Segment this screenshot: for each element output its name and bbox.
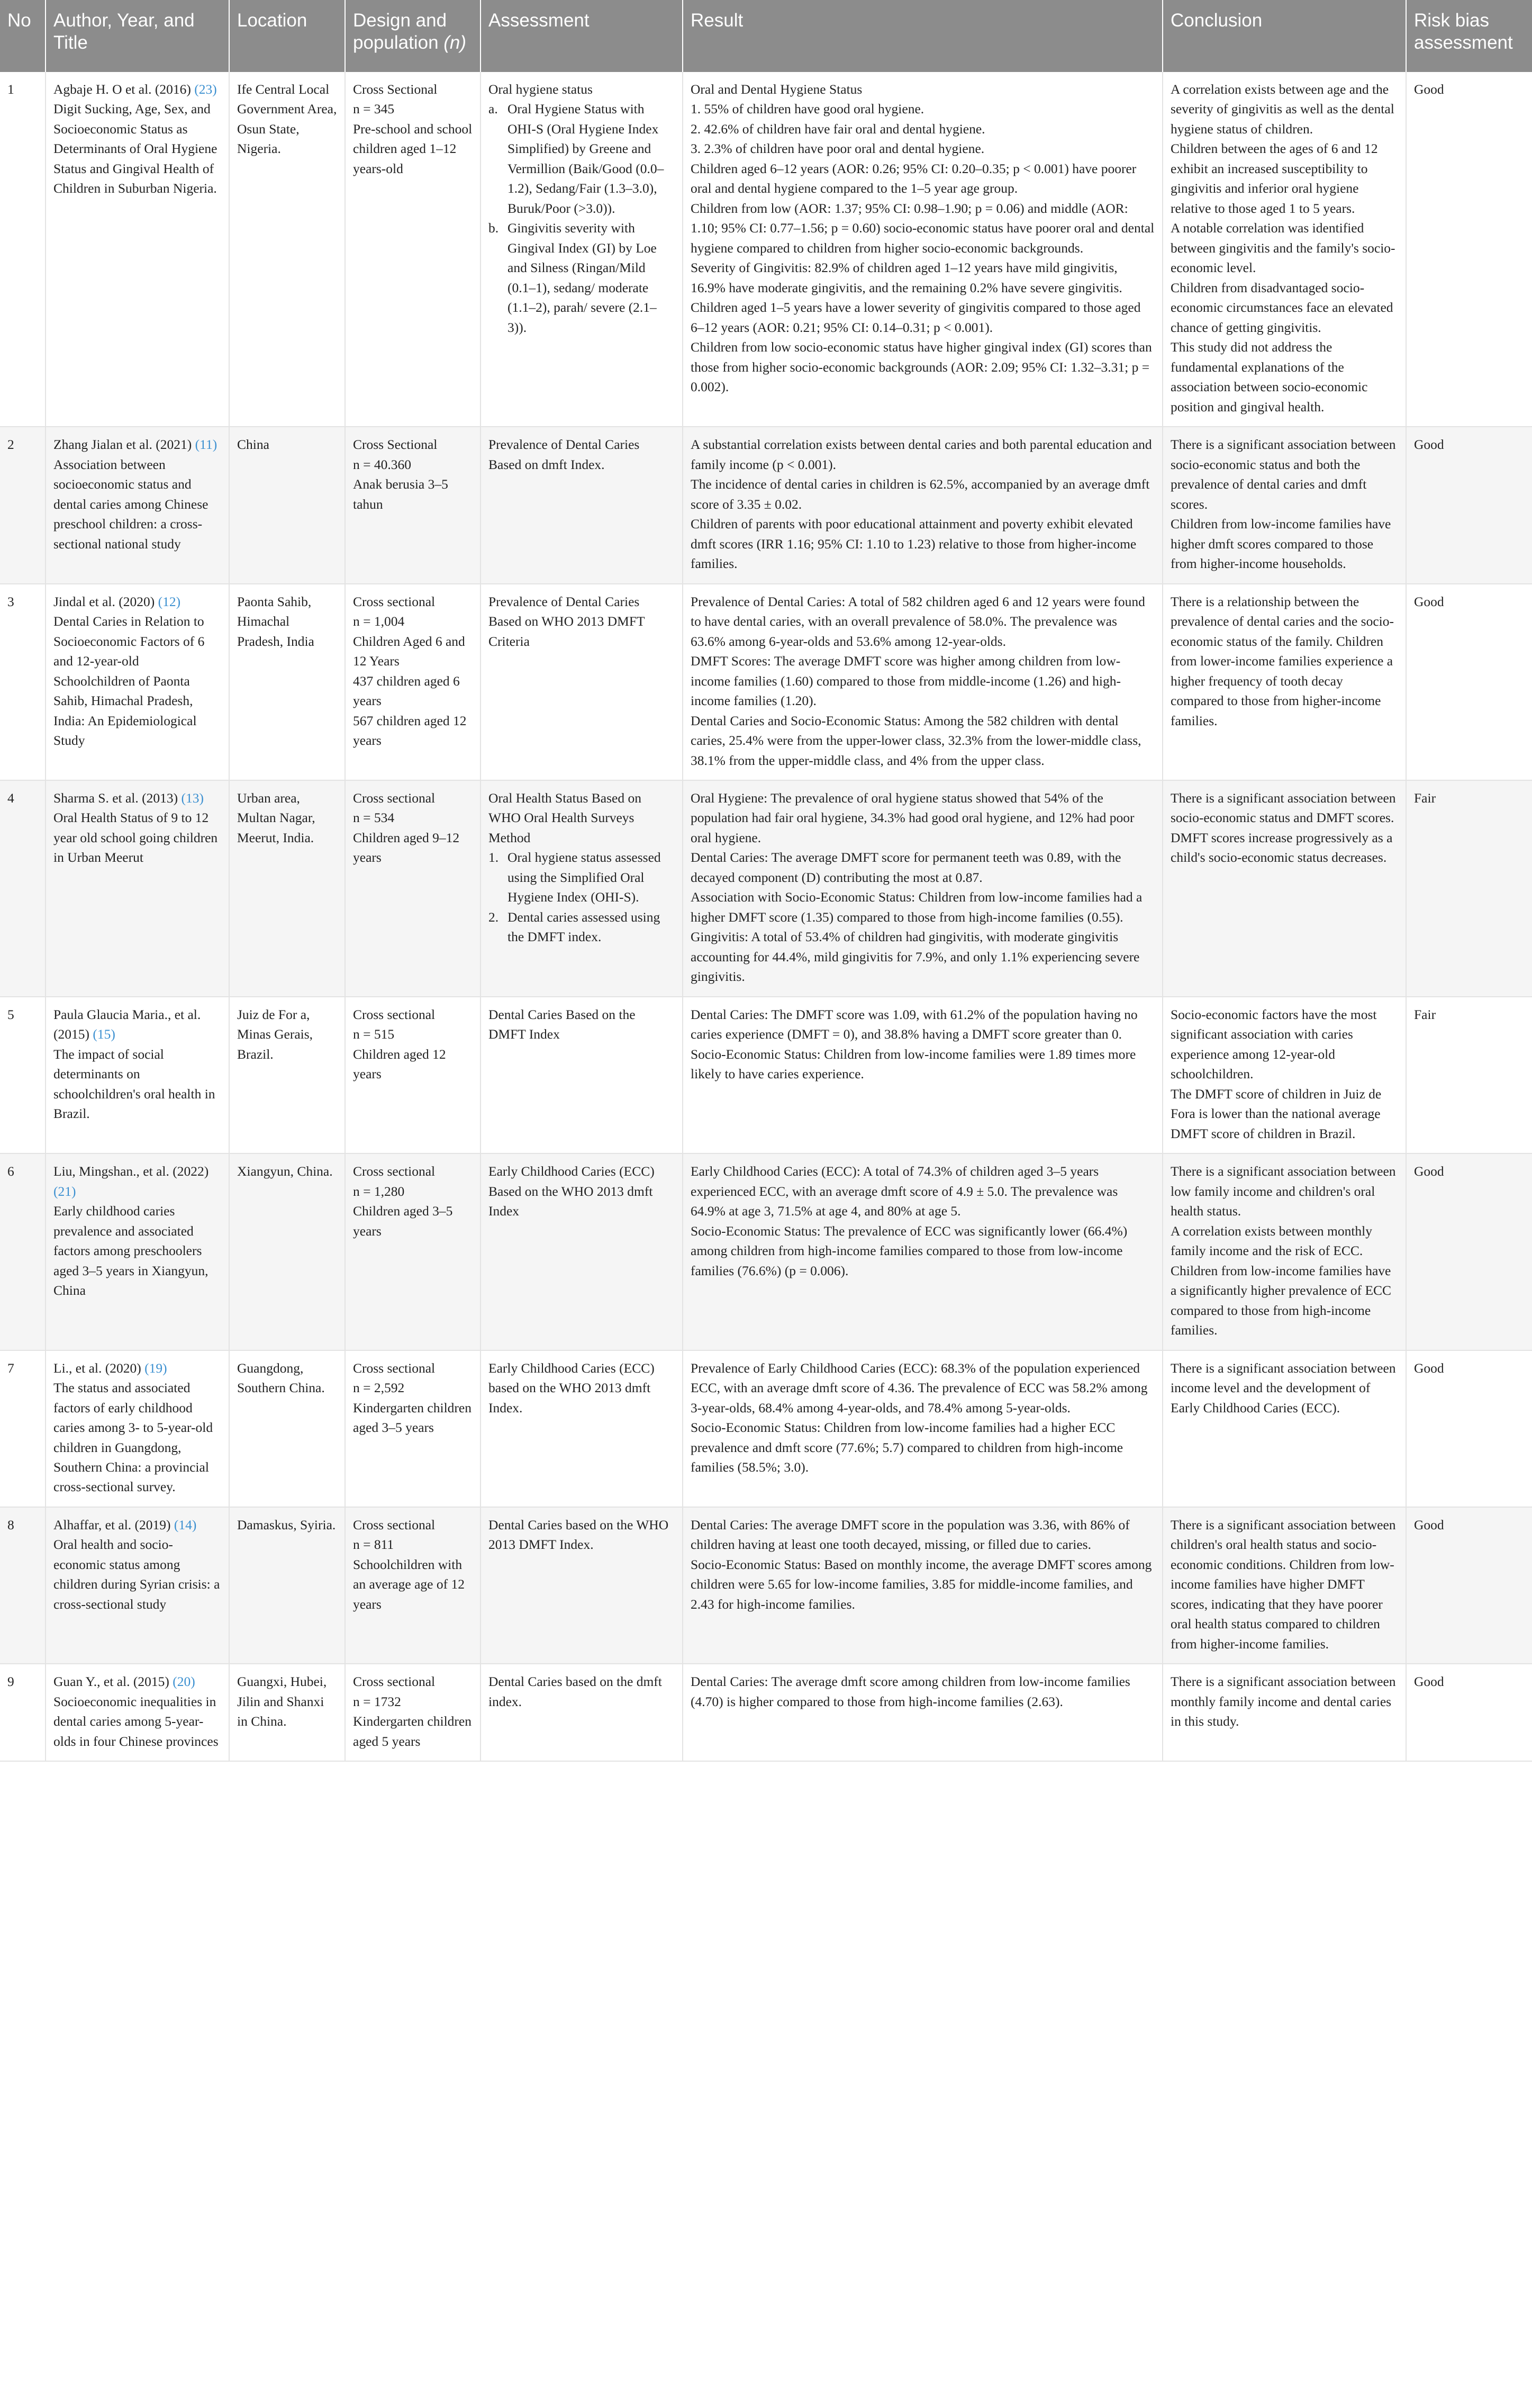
header-no: No [0,0,46,72]
table-row [0,997,1532,1153]
result-line: Oral Hygiene: The prevalence of oral hygiene status showed that 54% of the population had fair oral hygiene, 34.3% had good oral hygiene, and 12% had poor oral hygiene. [691,790,1135,845]
assessment-cell [481,584,683,780]
conclusion-cell [1163,780,1406,997]
risk-bias-cell: Good [1406,584,1532,780]
assessment-item-marker: b. [488,220,499,236]
conclusion-cell [1163,997,1406,1153]
table-row [0,1350,1532,1507]
result-line: Oral and Dental Hygiene Status [691,82,863,97]
assessment-heading: Dental Caries based on the WHO 2013 DMFT Index. [488,1517,669,1553]
author-name: Agbaje H. O et al. (2016) [53,82,195,97]
result-line: Children of parents with poor educational attainment and poverty exhibit elevated dmft scores (IRR 1.16; 95% CI: 1.10 to 1.23) relative to those from higher-income families. [691,516,1137,572]
result-line: Association with Socio-Economic Status: Children from low-income families had a higher DMFT score (1.35) compared to those from high-income families (0.55). [691,889,1143,925]
author-name: Sharma S. et al. (2013) [53,790,182,806]
author-cell [46,427,229,583]
conclusion-line: The DMFT score of children in Juiz de Fora is lower than the national average DMFT score of children in Brazil. [1171,1086,1382,1141]
result-cell [683,584,1163,780]
conclusion-line: DMFT scores increase progressively as a child's socio-economic status decreases. [1171,829,1393,865]
result-line: Children aged 6–12 years (AOR: 0.26; 95% CI: 0.20–0.35; p < 0.001) have poorer oral and dental hygiene compared to the 1–5 year age group. [691,160,1137,196]
table-row [0,584,1532,780]
study-title: Oral health and socio-economic status among children during Syrian crisis: a cross-sectional study [53,1537,220,1612]
assessment-cell [481,427,683,583]
reference-link[interactable]: (14) [174,1517,197,1532]
design-line: Children aged 12 years [353,1046,446,1082]
row-number: 8 [0,1507,46,1664]
assessment-item-text: Oral Hygiene Status with OHI-S (Oral Hygiene Index Simplified) by Greene and Vermillion (Baik/Good (0.0–1.2), Sedang/Fair (1.3–3.0), Buruk/Poor (>3.0)). [507,101,664,216]
design-line: Cross Sectional [353,437,438,453]
design-cell [345,997,481,1153]
author-line [53,1672,221,1691]
result-cell [683,1664,1163,1761]
author-line [53,1005,221,1044]
author-line [53,1161,221,1201]
design-line: 567 children aged 12 years [353,713,467,748]
design-cell [345,1350,481,1507]
author-line [53,1358,221,1378]
author-cell [46,780,229,997]
result-line: Gingivitis: A total of 53.4% of children had gingivitis, with moderate gingivitis accounting for 44.4%, mild gingivitis for 7.9%, and only 1.1% experiencing severe gingivitis. [691,929,1140,985]
result-line: DMFT Scores: The average DMFT score was higher among children from low-income families (1.60) compared to those from middle-income (1.26) and high-income families (1.20). [691,653,1121,709]
result-line: Socio-Economic Status: Children from low-income families had a higher ECC prevalence and dmft score (77.6%; 5.7) compared to children from high-income families (58.5%; 3.0). [691,1420,1123,1475]
result-line: The incidence of dental caries in children is 62.5%, accompanied by an average dmft score of 3.35 ± 0.02. [691,476,1150,512]
assessment-item-marker: 1. [488,850,499,865]
conclusion-cell [1163,1350,1406,1507]
result-line: Early Childhood Caries (ECC): A total of 74.3% of children aged 3–5 years experienced ECC, with an average dmft score of 4.9 ± 5.0. The prevalence was 64.9% at age 3, 71.5% at age 4, and 80% at age 5. [691,1164,1118,1219]
assessment-heading: Prevalence of Dental Caries Based on WHO 2013 DMFT Criteria [488,593,645,649]
conclusion-line: There is a significant association between monthly family income and dental caries in this study. [1171,1674,1396,1729]
result-line: Dental Caries and Socio-Economic Status: Among the 582 children with dental caries, 25.4% were from the upper-lower class, 32.3% from the lower-middle class, 38.1% from the upper-middle class, and 4% from the upper class. [691,713,1141,768]
risk-bias-cell: Good [1406,72,1532,427]
table-row [0,427,1532,583]
assessment-cell [481,780,683,997]
conclusion-cell [1163,1153,1406,1350]
design-line: n = 811 [353,1537,394,1553]
design-line: Cross sectional [353,1360,436,1376]
reference-link[interactable]: (23) [194,82,217,97]
conclusion-line: A correlation exists between age and the severity of gingivitis as well as the dental hygiene status of children. [1171,82,1394,137]
design-line: Cross Sectional [353,82,438,97]
design-line: Children aged 3–5 years [353,1203,453,1239]
author-cell [46,584,229,780]
assessment-cell [481,72,683,427]
design-line: Cross sectional [353,1674,436,1690]
table-body [0,72,1532,1761]
risk-bias-cell: Good [1406,427,1532,583]
study-title: Dental Caries in Relation to Socioeconomic Factors of 6 and 12-year-old Schoolchildren of Paonta Sahib, Himachal Pradesh, India: An Epidemiological Study [53,614,205,748]
result-line: Dental Caries: The DMFT score was 1.09, with 61.2% of the population having no caries experience (DMFT = 0), and 38.8% having a DMFT score greater than 0. [691,1006,1138,1042]
conclusion-cell [1163,72,1406,427]
result-line: Prevalence of Early Childhood Caries (ECC): 68.3% of the population experienced ECC, with an average dmft score of 4.36. The prevalence of ECC was 58.2% among 3-year-olds, 68.4% among 4-year-olds, and 78.4% among 5-year-olds. [691,1360,1148,1415]
author-name: Alhaffar, et al. (2019) [53,1517,174,1532]
author-name: Jindal et al. (2020) [53,593,158,609]
header-design [345,0,481,72]
risk-bias-cell: Good [1406,1507,1532,1664]
result-cell [683,1507,1163,1664]
reference-link[interactable]: (15) [93,1026,115,1042]
design-line: 437 children aged 6 years [353,673,460,709]
design-cell [345,1507,481,1664]
assessment-cell [481,1350,683,1507]
conclusion-cell [1163,427,1406,583]
conclusion-line: A correlation exists between monthly family income and the risk of ECC. Children from low-income families have a significantly higher prevalence of ECC compared to those from high-income families. [1171,1223,1392,1338]
table-row [0,780,1532,997]
result-cell [683,427,1163,583]
conclusion-cell [1163,1507,1406,1664]
author-name: Paula Glaucia Maria., et al. (2015) [53,1006,201,1042]
assessment-heading: Oral hygiene status [488,82,593,97]
table-row [0,1664,1532,1761]
result-line: A substantial correlation exists between dental caries and both parental education and family income (p < 0.001). [691,437,1152,472]
assessment-heading: Early Childhood Caries (ECC) Based on the WHO 2013 dmft Index [488,1164,655,1219]
author-name: Zhang Jialan et al. (2021) [53,437,195,453]
row-number: 9 [0,1664,46,1761]
design-line: n = 515 [353,1026,395,1042]
location-cell: Urban area, Multan Nagar, Meerut, India. [229,780,345,997]
conclusion-line: There is a relationship between the prevalence of dental caries and the socio-economic status of the family. Children from lower-income families experience a higher frequency of tooth decay compared to those from higher-income families. [1171,593,1394,728]
design-line: Schoolchildren with an average age of 12 years [353,1556,465,1612]
author-line [53,592,221,611]
location-cell: Xiangyun, China. [229,1153,345,1350]
design-cell [345,427,481,583]
reference-link[interactable]: (13) [181,790,204,806]
study-title: Early childhood caries prevalence and associated factors among preschoolers aged 3–5 years in Xiangyun, China [53,1203,209,1298]
author-name: Liu, Mingshan., et al. (2022) [53,1164,209,1179]
header-author: Author, Year, and Title [46,0,229,72]
reference-link[interactable]: (20) [173,1674,195,1690]
design-line: Cross sectional [353,1164,436,1179]
reference-link[interactable]: (21) [53,1183,76,1199]
author-cell [46,997,229,1153]
design-line: n = 1732 [353,1693,401,1709]
result-line: 1. 55% of children have good oral hygiene. [691,101,924,117]
result-line: 3. 2.3% of children have poor oral and dental hygiene. [691,141,985,157]
assessment-heading: Early Childhood Caries (ECC) based on the WHO 2013 dmft Index. [488,1360,655,1415]
design-line: n = 1,280 [353,1183,405,1199]
assessment-item-marker: 2. [488,909,499,925]
design-cell [345,584,481,780]
table-row [0,1153,1532,1350]
assessment-heading: Dental Caries Based on the DMFT Index [488,1006,636,1042]
study-title: The impact of social determinants on schoolchildren's oral health in Brazil. [53,1046,215,1122]
conclusion-line: Children from low-income families have higher dmft scores compared to those from higher-income households. [1171,516,1391,572]
design-line: n = 2,592 [353,1380,405,1396]
assessment-item-text: Dental caries assessed using the DMFT index. [507,909,660,945]
row-number: 4 [0,780,46,997]
result-line: Dental Caries: The average DMFT score for permanent teeth was 0.89, with the decayed component (D) contributing the most at 0.87. [691,850,1121,885]
assessment-item-marker: a. [488,101,498,117]
design-line: Children Aged 6 and 12 Years [353,633,465,669]
assessment-heading: Prevalence of Dental Caries Based on dmft Index. [488,437,640,472]
study-title: The status and associated factors of early childhood caries among 3- to 5-year-old children in Guangdong, Southern China: a provincial cross-sectional survey. [53,1380,213,1495]
result-line: 2. 42.6% of children have fair oral and dental hygiene. [691,121,985,137]
risk-bias-cell: Good [1406,1153,1532,1350]
design-line: Cross sectional [353,790,436,806]
design-line: Cross sectional [353,1006,436,1022]
result-cell [683,72,1163,427]
header-assessment: Assessment [481,0,683,72]
author-cell [46,1350,229,1507]
row-number: 3 [0,584,46,780]
assessment-cell [481,1153,683,1350]
study-title: Socioeconomic inequalities in dental caries among 5-year-olds in four Chinese provinces [53,1693,219,1749]
table-row [0,72,1532,427]
row-number: 7 [0,1350,46,1507]
header-row [0,0,1532,72]
risk-bias-cell: Good [1406,1664,1532,1761]
author-line [53,79,221,99]
conclusion-line: There is a significant association between socio-economic status and both the prevalence of dental caries and dmft scores. [1171,437,1396,512]
design-cell [345,1153,481,1350]
design-line: Kindergarten children aged 3–5 years [353,1400,472,1436]
design-line: Cross sectional [353,1517,436,1532]
author-line [53,788,221,808]
reference-link[interactable]: (11) [195,437,217,453]
header-design-n: (n) [443,32,467,53]
table-row [0,1507,1532,1664]
assessment-item [488,907,675,947]
location-cell: Juiz de For a, Minas Gerais, Brazil. [229,997,345,1153]
result-cell [683,780,1163,997]
result-cell [683,1153,1163,1350]
assessment-item [488,99,675,218]
conclusion-line: A notable correlation was identified between gingivitis and the family's socio-economic level. [1171,220,1395,276]
header-result: Result [683,0,1163,72]
result-line: Socio-Economic Status: Children from low-income families were 1.89 times more likely to have caries experience. [691,1046,1136,1082]
design-line: Cross sectional [353,593,436,609]
author-cell [46,72,229,427]
author-name: Li., et al. (2020) [53,1360,145,1376]
design-cell [345,780,481,997]
result-cell [683,997,1163,1153]
reference-link[interactable]: (12) [158,593,181,609]
conclusion-line: Children between the ages of 6 and 12 exhibit an increased susceptibility to gingivitis and inferior oral hygiene relative to those aged 1 to 5 years. [1171,141,1378,216]
row-number: 1 [0,72,46,427]
conclusion-line: This study did not address the fundamental explanations of the association between socio-economic position and gingival health. [1171,339,1368,414]
row-number: 5 [0,997,46,1153]
result-line: Socio-Economic Status: The prevalence of ECC was significantly lower (66.4%) among children from high-income families compared to those from low-income families (76.6%) (p = 0.006). [691,1223,1128,1278]
conclusion-cell [1163,1664,1406,1761]
author-line [53,1515,221,1535]
location-cell: China [229,427,345,583]
risk-bias-cell: Fair [1406,997,1532,1153]
row-number: 2 [0,427,46,583]
risk-bias-cell: Fair [1406,780,1532,997]
author-cell [46,1153,229,1350]
assessment-cell [481,1664,683,1761]
design-line: n = 40.360 [353,456,412,472]
conclusion-line: There is a significant association between socio-economic status and DMFT scores. [1171,790,1396,826]
risk-bias-cell: Good [1406,1350,1532,1507]
assessment-item-text: Gingivitis severity with Gingival Index (GI) by Loe and Silness (Ringan/Mild (0.1–1), sedang/ moderate (1.1–2), parah/ severe (2.1–3)). [507,220,657,335]
design-cell [345,1664,481,1761]
conclusion-line: There is a significant association between low family income and children's oral health status. [1171,1164,1396,1219]
assessment-heading: Oral Health Status Based on WHO Oral Health Surveys Method [488,790,641,845]
design-line: n = 345 [353,101,395,117]
header-risk: Risk bias assessment [1406,0,1532,72]
location-cell: Guangdong, Southern China. [229,1350,345,1507]
result-line: Dental Caries: The average DMFT score in the population was 3.36, with 86% of children having at least one tooth decayed, missing, or filled due to caries. [691,1517,1130,1553]
assessment-item-text: Oral hygiene status assessed using the Simplified Oral Hygiene Index (OHI-S). [507,850,661,905]
conclusion-cell [1163,584,1406,780]
result-line: Socio-Economic Status: Based on monthly income, the average DMFT scores among children were 5.65 for low-income families, 3.85 for middle-income families, and 2.43 for high-income families. [691,1556,1152,1612]
result-line: Severity of Gingivitis: 82.9% of children aged 1–12 years have mild gingivitis, 16.9% have moderate gingivitis, and the remaining 0.2% have severe gingivitis. [691,260,1122,295]
design-line: Children aged 9–12 years [353,829,460,865]
assessment-cell [481,997,683,1153]
assessment-item [488,847,675,907]
location-cell: Damaskus, Syiria. [229,1507,345,1664]
assessment-heading: Dental Caries based on the dmft index. [488,1674,662,1709]
design-line: Pre-school and school children aged 1–12 years-old [353,121,473,176]
result-cell [683,1350,1163,1507]
study-title: Oral Health Status of 9 to 12 year old school going children in Urban Meerut [53,810,218,865]
study-title: Association between socioeconomic status and dental caries among Chinese preschool children: a cross-sectional national study [53,456,209,552]
header-design-label: Design and population [353,10,447,53]
author-line [53,435,221,454]
conclusion-line: Socio-economic factors have the most significant association with caries experience among 12-year-old schoolchildren. [1171,1006,1377,1082]
result-line: Prevalence of Dental Caries: A total of 582 children aged 6 and 12 years were found to have dental caries, with an overall prevalence of 58.0%. The prevalence was 63.6% among 6-year-olds and 53.6% among 12-year-olds. [691,593,1145,649]
author-cell [46,1507,229,1664]
author-name: Guan Y., et al. (2015) [53,1674,173,1690]
location-cell: Paonta Sahib, Himachal Pradesh, India [229,584,345,780]
design-line: Anak berusia 3–5 tahun [353,476,448,512]
location-cell: Ife Central Local Government Area, Osun State, Nigeria. [229,72,345,427]
row-number: 6 [0,1153,46,1350]
assessment-item [488,218,675,337]
conclusion-line: There is a significant association between income level and the development of Early Childhood Caries (ECC). [1171,1360,1396,1415]
author-cell [46,1664,229,1761]
result-line: Children from low (AOR: 1.37; 95% CI: 0.98–1.90; p = 0.06) and middle (AOR: 1.10; 95% CI: 0.77–1.56; p = 0.60) socio-economic status have poorer oral and dental hygiene compared to children from higher socio-economic backgrounds. [691,200,1155,256]
design-line: Kindergarten children aged 5 years [353,1713,472,1749]
location-cell: Guangxi, Hubei, Jilin and Shanxi in China. [229,1664,345,1761]
assessment-cell [481,1507,683,1664]
result-line: Children from low socio-economic status have higher gingival index (GI) scores than those from higher socio-economic backgrounds (AOR: 2.09; 95% CI: 1.32–3.31; p = 0.002). [691,339,1152,395]
reference-link[interactable]: (19) [144,1360,167,1376]
header-location: Location [229,0,345,72]
design-line: n = 534 [353,810,395,826]
header-conclusion: Conclusion [1163,0,1406,72]
conclusion-line: There is a significant association between children's oral health status and socio-economic conditions. Children from low-income families have higher DMFT scores, indicating that they have poorer oral health status compared to children from higher-income families. [1171,1517,1396,1652]
design-cell [345,72,481,427]
study-title: Digit Sucking, Age, Sex, and Socioeconomic Status as Determinants of Oral Hygiene Status and Gingival Health of Children in Suburban Nigeria. [53,101,217,196]
conclusion-line: Children from disadvantaged socio-economic circumstances face an elevated chance of getting gingivitis. [1171,279,1393,335]
result-line: Children aged 1–5 years have a lower severity of gingivitis compared to those aged 6–12 years (AOR: 0.21; 95% CI: 0.14–0.31; p < 0.001). [691,300,1141,335]
result-line: Dental Caries: The average dmft score among children from low-income families (4.70) is higher compared to those from high-income families (2.63). [691,1674,1130,1709]
design-line: n = 1,004 [353,614,405,629]
